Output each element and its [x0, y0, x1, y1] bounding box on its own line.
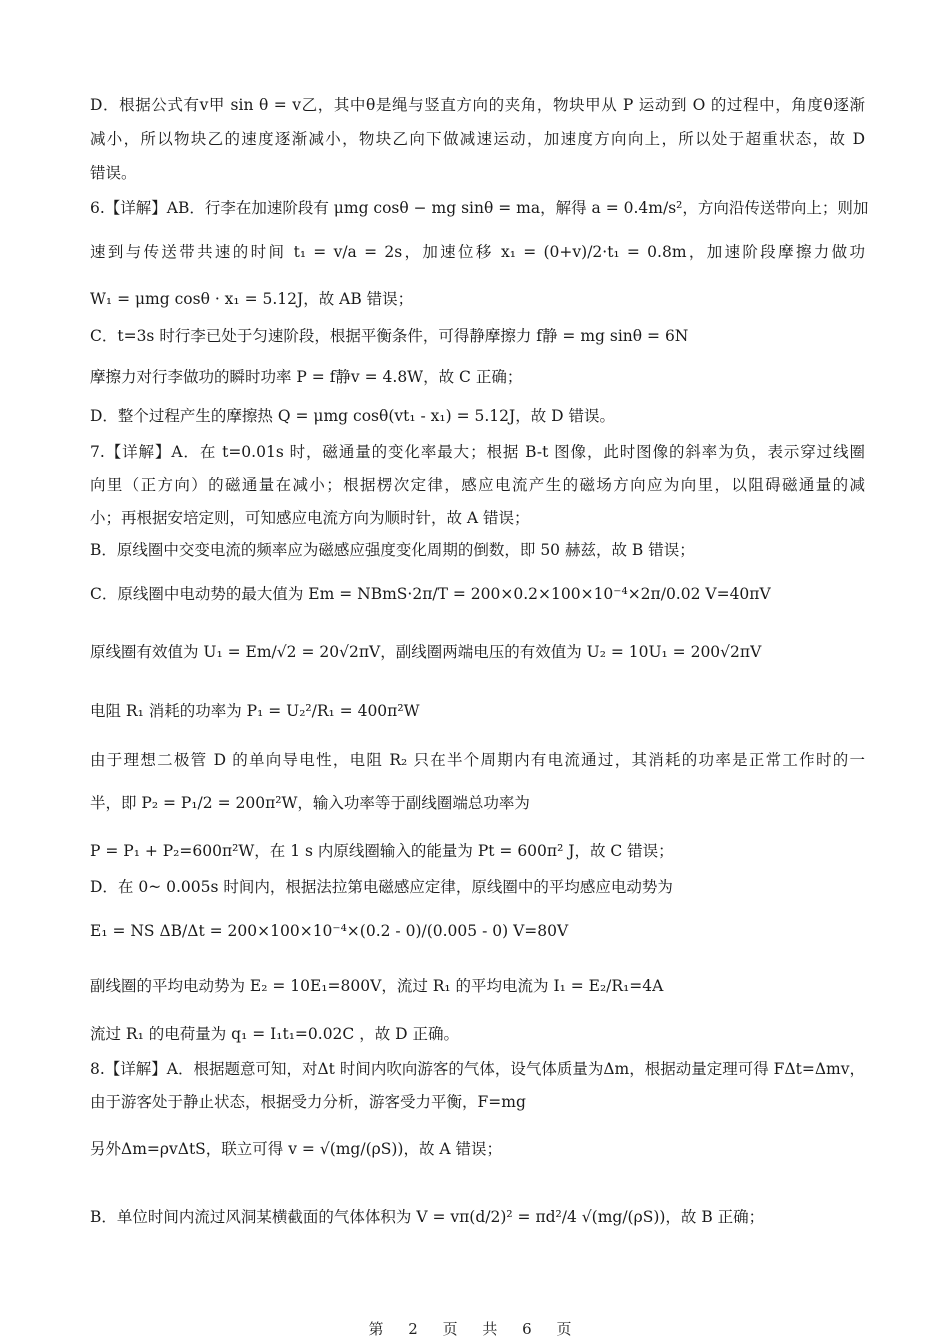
- q8-line-3: 另外Δm=ρvΔtS，联立可得 v = √(mg/(ρS))，故 A 错误；: [90, 1140, 502, 1158]
- q8-line-2: 由于游客处于静止状态，根据受力分析，游客受力平衡，F=mg: [90, 1093, 526, 1111]
- q7-line-7: 电阻 R₁ 消耗的功率为 P₁ = U₂²/R₁ = 400π²W: [90, 702, 420, 720]
- q7-line-3: 小；再根据安培定则，可知感应电流方向为顺时针，故 A 错误；: [90, 509, 530, 527]
- q7-line-14: 流过 R₁ 的电荷量为 q₁ = I₁t₁=0.02C ，故 D 正确。: [90, 1025, 459, 1043]
- q6-line-4: C．t=3s 时行李已处于匀速阶段，根据平衡条件，可得静摩擦力 f静 = mg sinθ = 6N: [90, 327, 689, 345]
- q6-line-6: D．整个过程产生的摩擦热 Q = μmg cosθ(vt₁ - x₁) = 5.12J，故 D 错误。: [90, 407, 616, 425]
- q6-line-1: 6.【详解】AB．行李在加速阶段有 μmg cosθ − mg sinθ = ma，解得 a = 0.4m/s²，方向沿传送带向上；则加: [90, 199, 869, 217]
- q7-line-4: B．原线圈中交变电流的频率应为磁感应强度变化周期的倒数，即 50 赫兹，故 B 错误；: [90, 541, 695, 559]
- q6-line-5: 摩擦力对行李做功的瞬时功率 P = f静v = 4.8W，故 C 正确；: [90, 368, 523, 386]
- q7-line-9: 半，即 P₂ = P₁/2 = 200π²W，输入功率等于副线圈端总功率为: [90, 794, 530, 812]
- q7-line-11: D．在 0~ 0.005s 时间内，根据法拉第电磁感应定律，原线圈中的平均感应电动势为: [90, 878, 673, 896]
- q5-d-line-2: 减小，所以物块乙的速度逐渐减小，物块乙向下做减速运动，加速度方向向上，所以处于超重状态，故 D: [90, 130, 865, 148]
- q7-line-5: C．原线圈中电动势的最大值为 Em = NBmS·2π/T = 200×0.2×100×10⁻⁴×2π/0.02 V=40πV: [90, 585, 771, 603]
- q8-line-1: 8.【详解】A．根据题意可知，对Δt 时间内吹向游客的气体，设气体质量为Δm，根据动量定理可得 FΔt=Δmv，: [90, 1060, 865, 1078]
- q7-line-6: 原线圈有效值为 U₁ = Em/√2 = 20√2πV，副线圈两端电压的有效值为 U₂ = 10U₁ = 200√2πV: [90, 643, 762, 661]
- q6-line-2: 速到与传送带共速的时间 t₁ = v/a = 2s，加速位移 x₁ = (0+v)/2·t₁ = 0.8m，加速阶段摩擦力做功: [90, 243, 865, 261]
- page-footer: 第 2 页 共 6 页: [368, 1320, 582, 1338]
- q7-line-8: 由于理想二极管 D 的单向导电性，电阻 R₂ 只在半个周期内有电流通过，其消耗的功率是正常工作时的一: [90, 751, 865, 769]
- q8-line-4: B．单位时间内流过风洞某横截面的气体体积为 V = vπ(d/2)² = πd²/4 √(mg/(ρS))，故 B 正确；: [90, 1208, 765, 1226]
- q5-d-line-3: 错误。: [90, 164, 137, 182]
- q5-d-line-1: D．根据公式有v甲 sin θ = v乙，其中θ是绳与竖直方向的夹角，物块甲从 P 运动到 O 的过程中，角度θ逐渐: [90, 96, 865, 114]
- q7-line-10: P = P₁ + P₂=600π²W，在 1 s 内原线圈输入的能量为 Pt = 600π² J，故 C 错误；: [90, 842, 674, 860]
- q7-line-13: 副线圈的平均电动势为 E₂ = 10E₁=800V，流过 R₁ 的平均电流为 I₁ = E₂/R₁=4A: [90, 977, 664, 995]
- q7-line-12: E₁ = NS ΔB/Δt = 200×100×10⁻⁴×(0.2 - 0)/(0.005 - 0) V=80V: [90, 922, 569, 940]
- q7-line-1: 7.【详解】A．在 t=0.01s 时，磁通量的变化率最大；根据 B-t 图像，此时图像的斜率为负，表示穿过线圈: [90, 443, 865, 461]
- q6-line-3: W₁ = μmg cosθ · x₁ = 5.12J，故 AB 错误；: [90, 290, 414, 308]
- q7-line-2: 向里（正方向）的磁通量在减小；根据楞次定律，感应电流产生的磁场方向应为向里，以阻碍磁通量的减: [90, 476, 865, 494]
